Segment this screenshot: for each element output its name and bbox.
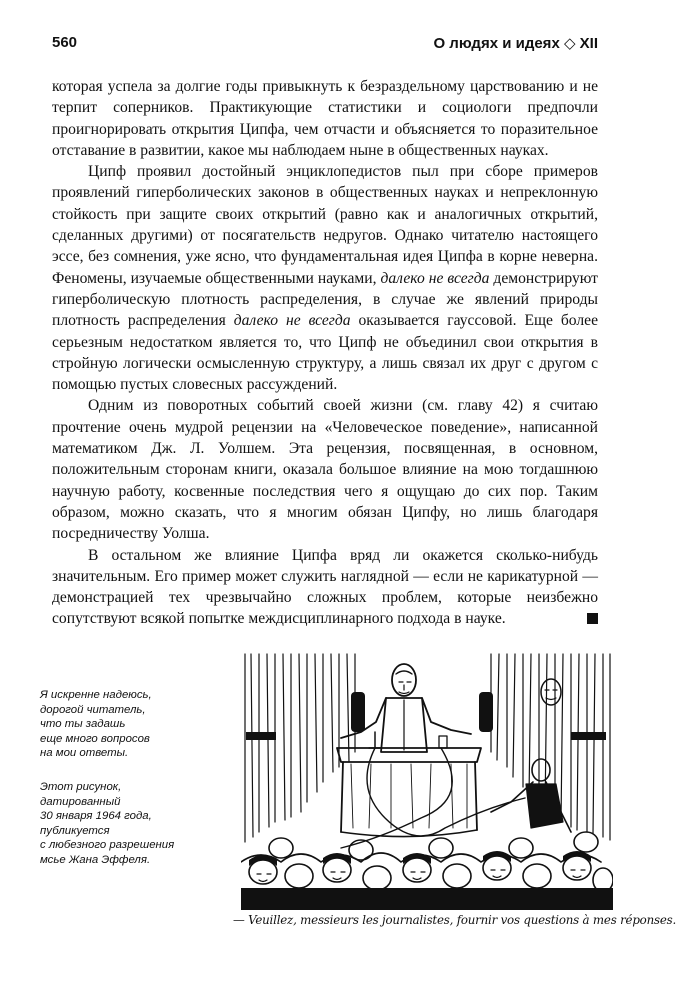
margin-note-2 — [40, 780, 210, 867]
paragraph-2-part-c: оказывается гауссовой. Еще более серьезным недостатком является то, что Ципф не объединил свои открытия в стройную логически осмысленную структуру, а лишь связал их друг с другом с помощью пустых словесных рассуждений. — [52, 312, 598, 394]
cartoon-illustration-icon — [241, 652, 613, 940]
paragraph-2-part-b: демонстрируют гиперболическую плотность распределения, в случае же явлений природы плотность распределения — [52, 269, 598, 330]
margin-note-1-line: дорогой читатель, — [40, 703, 146, 716]
end-of-chapter-mark — [587, 613, 598, 624]
emphasis-2: далеко не всегда — [233, 312, 351, 330]
running-title: О людях и идеях ◇ XII — [433, 35, 598, 52]
margin-note-1-line: на мои ответы. — [40, 747, 129, 759]
paragraph-4-text: В остальном же влияние Ципфа вряд ли окажется сколько-нибудь значительным. Его пример может служить наглядной — если не карикатурной — демонстрацией тех чрезвычайно сложных проблем, которые неизбежно сопутствуют всякой попытке междисциплинарного подхода в науке. — [52, 546, 598, 628]
margin-note-2-line: с любезного разрешения — [40, 839, 175, 851]
paragraph-2 — [52, 161, 598, 395]
margin-note-1 — [40, 688, 210, 761]
page-number: 560 — [52, 34, 78, 51]
margin-note-2-line: публикуется — [40, 824, 110, 837]
margin-note-2-line: мсье Жана Эффеля. — [40, 853, 151, 866]
cartoon-caption: — Veuillez, messieurs les journalistes, fournir vos questions à mes réponses. — [233, 913, 677, 927]
body-text — [52, 76, 598, 630]
paragraph-3: Одним из поворотных событий своей жизни (см. главу 42) я считаю прочтение очень мудрой рецензии на «Человеческое поведение», написанной математиком Дж. Л. Уолшем. Эта рецензия, посвященная, в основном, положительным сторонам книги, оказала большое влияние на мою тогдашнюю научную работу, косвенные последствия чего я ощущаю до сих пор. Таким образом, можно сказать, что я многим обязан Ципфу, но лишь благодаря посредничеству Уолша. — [52, 397, 598, 543]
margin-note-2-line: 30 января 1964 года, — [40, 810, 152, 822]
margin-note-1-line: что ты задашь — [40, 718, 126, 730]
margin-note-1-line: Я искренне надеюсь, — [40, 689, 152, 701]
paragraph-1: которая успела за долгие годы привыкнуть к безраздельному царствованию и не терпит соперников. Практикующие статистики и социологи предпочли проигнорировать открытия Ципфа, чем отчасти и объясняется то поразительное отставание в развитии, какое мы наблюдаем ныне в общественных науках. — [52, 78, 598, 159]
margin-note-1-line: еще много вопросов — [40, 732, 150, 745]
margin-note-2-line: датированный — [40, 795, 121, 808]
margin-note-2-line: Этот рисунок, — [40, 781, 122, 793]
emphasis-1: далеко не всегда — [380, 269, 490, 287]
paragraph-2-part-a: Ципф проявил достойный энциклопедистов пыл при сборе примеров проявлений гиперболических законов в общественных науках и непреклонную стойкость при защите своих открытий (равно как и аналогичных открытий, сделанных другими) от посягательств недругов. Однако читателю настоящего эссе, без сомнения, уже ясно, что фундаментальная идея Ципфа в корне неверна. Феномены, изучаемые общественными науками, — [52, 163, 598, 287]
page-header — [52, 34, 598, 56]
paragraph-4 — [52, 545, 598, 630]
